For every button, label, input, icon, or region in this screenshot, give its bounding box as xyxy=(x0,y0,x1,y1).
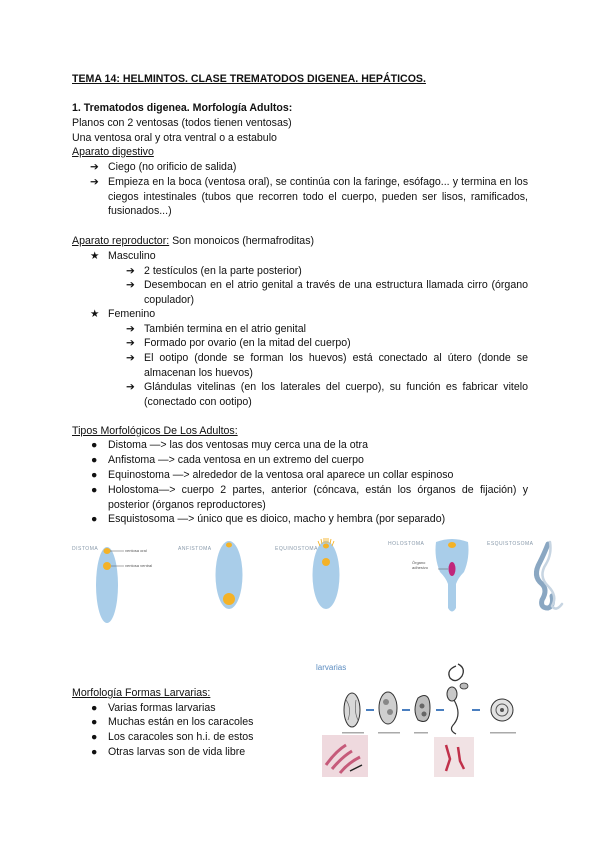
arrow-bullet-icon: ➔ xyxy=(126,323,135,335)
dot-bullet-icon: ● xyxy=(91,454,98,466)
document-title: TEMA 14: HELMINTOS. CLASE TREMATODOS DIGENEA. HEPÁTICOS. xyxy=(72,73,426,85)
list-item: Varias formas larvarias xyxy=(108,702,216,714)
list-item: Anfistoma —> cada ventosa en un extremo del cuerpo xyxy=(108,454,364,466)
list-item: Otras larvas son de vida libre xyxy=(108,746,246,758)
label-organo-adhesivo: Órgano adhesivo xyxy=(412,560,429,570)
esquistosoma-diagram xyxy=(528,540,578,615)
list-item: Muchas están en los caracoles xyxy=(108,716,254,728)
list-item: Esquistosoma —> único que es dioico, macho y hembra (por separado) xyxy=(108,513,446,525)
subheading-reproductor xyxy=(72,234,314,248)
arrow-bullet-icon: ➔ xyxy=(90,161,99,173)
list-item: 2 testículos (en la parte posterior) xyxy=(144,265,302,277)
list-item: Formado por ovario (en la mitad del cuerpo) xyxy=(144,337,351,349)
arrow-bullet-icon: ➔ xyxy=(126,279,135,291)
figure-label-distoma: DISTOMA xyxy=(72,546,99,552)
figure-label-holostoma: HOLOSTOMA xyxy=(388,541,425,547)
figure-title-larvarias: larvarias xyxy=(316,663,347,672)
dot-bullet-icon: ● xyxy=(91,716,98,728)
label-ventosa-ventral: ventosa ventral xyxy=(125,563,153,568)
arrow-bullet-icon: ➔ xyxy=(126,352,135,364)
list-item: Los caracoles son h.i. de estos xyxy=(108,731,254,743)
equinostoma-diagram xyxy=(311,540,341,610)
list-item-femenino: Femenino xyxy=(108,308,156,320)
figure-label-anfistoma: ANFISTOMA xyxy=(178,546,212,552)
dot-bullet-icon: ● xyxy=(91,513,98,525)
list-item-masculino: Masculino xyxy=(108,250,156,262)
star-bullet-icon: ★ xyxy=(90,308,100,320)
label-ventosa-oral: ventosa oral xyxy=(125,548,147,553)
arrow-bullet-icon: ➔ xyxy=(126,381,135,393)
figure-label-equinostoma: EQUINOSTOMA xyxy=(275,546,318,552)
dot-bullet-icon: ● xyxy=(91,746,98,758)
star-bullet-icon: ★ xyxy=(90,250,100,262)
list-item: Ciego (no orificio de salida) xyxy=(108,161,237,173)
list-item: Holostoma—> cuerpo 2 partes, anterior (cóncava, están los órganos de fijación) y posterior (órganos reproductores) xyxy=(108,484,528,511)
arrow-bullet-icon: ➔ xyxy=(90,176,99,188)
text-line: Una ventosa oral y otra ventral o a estabulo xyxy=(72,132,277,144)
subheading-digestivo: Aparato digestivo xyxy=(72,146,154,158)
subheading-reproductor-label: Aparato reproductor: xyxy=(72,235,170,247)
list-item: El ootipo (donde se forman los huevos) está conectado al útero (donde se almacenan los huevos) xyxy=(144,352,528,379)
dot-bullet-icon: ● xyxy=(91,731,98,743)
micrograph-schistosomes xyxy=(434,737,474,777)
subheading-tipos: Tipos Morfológicos De Los Adultos: xyxy=(72,425,238,437)
list-item: Distoma —> las dos ventosas muy cerca una de la otra xyxy=(108,439,368,451)
list-item: Desembocan en el atrio genital a través de una estructura llamada cirro (órgano copulador) xyxy=(144,279,528,306)
dot-bullet-icon: ● xyxy=(91,484,98,496)
text-line: Planos con 2 ventosas (todos tienen ventosas) xyxy=(72,117,292,129)
dot-bullet-icon: ● xyxy=(91,469,98,481)
list-item: Equinostoma —> alrededor de la ventosa oral aparece un collar espinoso xyxy=(108,469,454,481)
subheading-reproductor-rest: Son monoicos (hermafroditas) xyxy=(169,235,315,247)
section-heading-morfologia: 1. Trematodos digenea. Morfología Adultos: xyxy=(72,102,293,114)
micrograph-cercariae xyxy=(322,735,368,777)
arrow-bullet-icon: ➔ xyxy=(126,265,135,277)
subheading-larvarias: Morfología Formas Larvarias: xyxy=(72,687,211,699)
list-item: También termina en el atrio genital xyxy=(144,323,306,335)
distoma-diagram xyxy=(96,545,156,625)
list-item: Glándulas vitelinas (en los laterales del cuerpo), su función es fabricar vitelo (conectado con ootipo) xyxy=(144,381,528,408)
anfistoma-diagram xyxy=(214,540,244,610)
holostoma-diagram xyxy=(432,538,472,614)
dot-bullet-icon: ● xyxy=(91,702,98,714)
figure-label-esquistosoma: ESQUISTOSOMA xyxy=(487,541,534,547)
arrow-bullet-icon: ➔ xyxy=(126,337,135,349)
list-item: Empieza en la boca (ventosa oral), se continúa con la faringe, esófago... y termina en los ciegos intestinales (tubos que recorren todo el cuerpo, pueden ser lisos, ramificados, fusionados...) xyxy=(108,176,528,217)
dot-bullet-icon: ● xyxy=(91,439,98,451)
